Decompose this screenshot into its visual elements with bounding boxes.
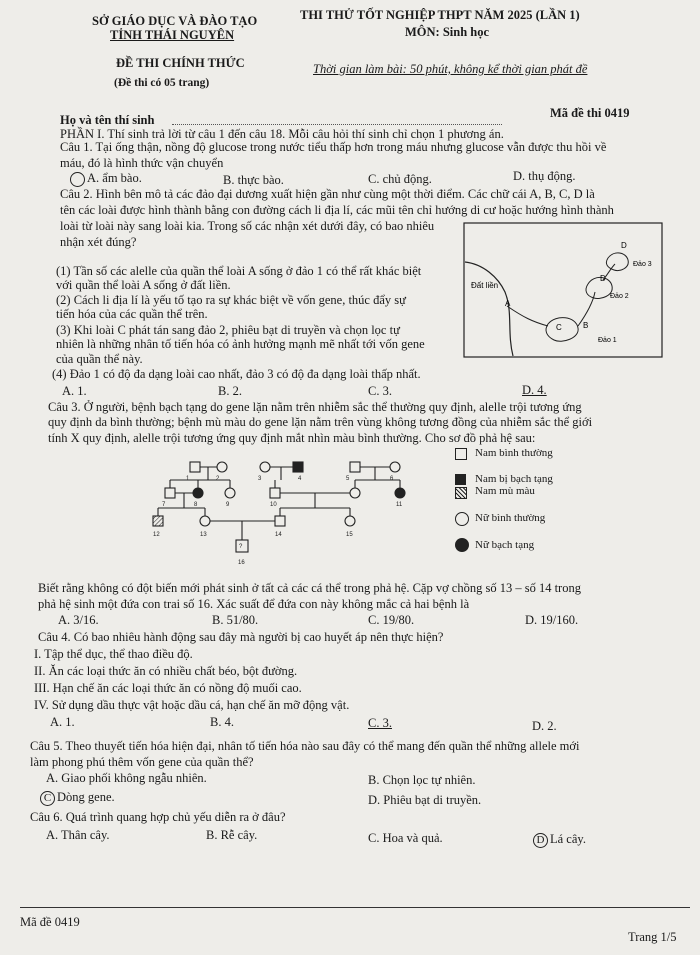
exam-code: Mã đề thi 0419: [550, 106, 630, 120]
svg-text:5: 5: [346, 476, 350, 482]
pedigree-ind-15: [345, 516, 355, 526]
map-species-a: A: [505, 299, 511, 308]
pedigree-ind-7: [165, 488, 175, 498]
q5-line1: Câu 5. Theo thuyết tiến hóa hiện đại, nhân tố tiến hóa nào sau đây có thể mang đến quần thể những allele mới: [30, 739, 580, 753]
pedigree-ind-14: [275, 516, 285, 526]
pedigree-ind-5: [350, 462, 360, 472]
svg-text:4: 4: [298, 476, 302, 482]
map-label-island1: Đảo 1: [598, 337, 617, 344]
legend-albino-female: Nữ bạch tạng: [475, 539, 535, 551]
q1-option-b: B. thực bào.: [223, 173, 284, 187]
legend-symbol-normal-male: [455, 448, 467, 460]
svg-text:13: 13: [200, 532, 207, 538]
q5-option-b: B. Chọn lọc tự nhiên.: [368, 773, 476, 787]
pedigree-ind-8: [193, 488, 203, 498]
q6-option-d: D Lá cây.: [533, 832, 586, 848]
q2-line2: tên các loài được hình thành bằng con đường cách li địa lí, các mũi tên chỉ hướng di cư hoặc hướng hình thành: [60, 203, 614, 217]
q2-statement-3c: của quần thể này.: [56, 352, 143, 366]
q4-item-iv: IV. Sử dụng dầu thực vật hoặc dầu cá, hạn chế ăn mỡ động vật.: [34, 698, 350, 712]
legend-colorblind-male: Nam mù màu: [475, 485, 535, 497]
q5-line2: làm phong phú thêm vốn gene của quần thể?: [30, 755, 254, 769]
q1-option-c: C. chủ động.: [368, 172, 432, 186]
q4-item-iii: III. Hạn chế ăn các loại thức ăn có nồng độ muối cao.: [34, 681, 302, 695]
mainland-coast: [465, 262, 513, 356]
svg-text:8: 8: [194, 502, 198, 508]
pedigree-ind-10b: [350, 488, 360, 498]
subject: MÔN: Sinh học: [405, 25, 490, 39]
pages-count: (Đề thi có 05 trang): [114, 77, 210, 89]
legend-symbol-normal-female: [455, 512, 469, 526]
q5-option-c: C Dòng gene.: [40, 790, 115, 806]
exam-title: THI THỬ TỐT NGHIỆP THPT NĂM 2025 (LẦN 1): [300, 8, 580, 22]
island1-shape: [546, 318, 578, 342]
svg-text:9: 9: [226, 502, 230, 508]
q6-option-b: B. Rễ cây.: [206, 828, 258, 842]
q4-item-ii: II. Ăn các loại thức ăn có nhiều chất béo, bột đường.: [34, 664, 298, 678]
map-species-d3: D: [621, 241, 627, 250]
official-label: ĐỀ THI CHÍNH THỨC: [116, 56, 245, 70]
q1-option-d: D. thụ động.: [513, 169, 576, 183]
q5-option-d: D. Phiêu bạt di truyền.: [368, 793, 482, 807]
q3-line3: tính X quy định, alelle trội tương ứng quy định mắt nhìn màu bình thường. Cho sơ đồ phả hệ sau:: [48, 431, 536, 445]
map-species-b: B: [583, 321, 589, 330]
student-name-field: [172, 112, 502, 125]
q4-title: Câu 4. Có bao nhiêu hành động sau đây mà người bị cao huyết áp nên thực hiện?: [38, 630, 444, 644]
q3-option-d: D. 19/160.: [525, 613, 579, 627]
pedigree-ind-11: [395, 488, 405, 498]
svg-text:10: 10: [270, 502, 277, 508]
arrow-mainland-island1: [507, 306, 548, 326]
q2-option-c: C. 3.: [368, 384, 392, 398]
province-name: TỈNH THÁI NGUYÊN: [110, 28, 235, 42]
q1-line1: Câu 1. Tại ống thận, nồng độ glucose trong nước tiểu thấp hơn trong máu nhưng glucose vẫn được thu hồi về: [60, 140, 607, 154]
q2-line4: nhận xét đúng?: [60, 235, 137, 249]
q3-after-line2: phả hệ sinh một đứa con trai số 16. Xác suất để đứa con này không mắc cả hai bệnh là: [38, 597, 470, 611]
q4-option-d: D. 2.: [532, 719, 557, 733]
svg-text:6: 6: [390, 476, 394, 482]
q2-statement-1a: (1) Tần số các alelle của quần thể loài A sống ở đảo 1 có thể rất khác biệt: [56, 264, 422, 278]
svg-text:16: 16: [238, 560, 245, 566]
q6-title: Câu 6. Quá trình quang hợp chủ yếu diễn ra ở đâu?: [30, 810, 286, 824]
pedigree-ind-13: [200, 516, 210, 526]
q4-option-b: B. 4.: [210, 715, 234, 729]
q6-option-c: C. Hoa và quả.: [368, 831, 443, 845]
part1-instruction: PHẦN I. Thí sinh trả lời từ câu 1 đến câu 18. Mỗi câu hỏi thí sinh chỉ chọn 1 phương án.: [60, 127, 504, 141]
legend-normal-male: Nam bình thường: [475, 447, 553, 459]
q4-option-a: A. 1.: [50, 715, 75, 729]
svg-text:?: ?: [239, 544, 243, 550]
q2-statement-4: (4) Đảo 1 có độ đa dạng loài cao nhất, đảo 3 có độ đa dạng loài thấp nhất.: [52, 367, 421, 381]
legend-symbol-albino-female: [455, 538, 469, 552]
q1-option-a: A. ẩm bào.: [76, 171, 142, 187]
pedigree-chart: [150, 458, 450, 570]
legend-normal-female: Nữ bình thường: [475, 512, 546, 524]
q2-line1: Câu 2. Hình bên mô tả các đảo đại dương xuất hiện gần như cùng một thời điểm. Các chữ cái A, B, C, D là: [60, 187, 595, 201]
footer-divider: [20, 907, 690, 908]
svg-text:12: 12: [153, 532, 160, 538]
q2-statement-3a: (3) Khi loài C phát tán sang đảo 2, phiêu bạt di truyền và chọn lọc tự: [56, 323, 400, 337]
map-species-d: D: [600, 274, 606, 283]
legend-symbol-colorblind-male: [455, 487, 467, 499]
pedigree-ind-2: [217, 462, 227, 472]
q2-option-b: B. 2.: [218, 384, 242, 398]
q2-statement-2a: (2) Cách li địa lí là yếu tố tạo ra sự khác biệt về vốn gene, thúc đẩy sự: [56, 293, 406, 307]
q3-option-b: B. 51/80.: [212, 613, 259, 627]
footer-page: Trang 1/5: [628, 930, 677, 944]
student-name-label: Họ và tên thí sinh: [60, 113, 155, 127]
q2-statement-1b: với quần thể loài A sống ở đất liền.: [56, 278, 231, 292]
island3-shape: [606, 253, 628, 271]
exam-time: Thời gian làm bài: 50 phút, không kể thời gian phát đề: [313, 62, 588, 76]
map-label-island2: Đảo 2: [610, 293, 629, 300]
q3-option-a: A. 3/16.: [58, 613, 99, 627]
pedigree-ind-1: [190, 462, 200, 472]
q5-option-a: A. Giao phối không ngẫu nhiên.: [46, 771, 207, 785]
svg-text:1: 1: [186, 476, 190, 482]
q3-after-line1: Biết rằng không có đột biến mới phát sinh ở tất cả các cá thể trong phả hệ. Cặp vợ chồng số 13 – số 14 trong: [38, 581, 581, 595]
legend-albino-male: Nam bị bạch tạng: [475, 473, 553, 485]
svg-text:2: 2: [216, 476, 220, 482]
pedigree-ind-10: [270, 488, 280, 498]
q2-statement-3b: nhiên là những nhân tố tiến hóa có ảnh hưởng mạnh mẽ nhất tới vốn gene: [56, 337, 425, 351]
q1-line2: máu, đó là hình thức vận chuyển: [60, 156, 224, 170]
q3-option-c: C. 19/80.: [368, 613, 415, 627]
map-frame: [464, 223, 662, 357]
q2-statement-2b: tiến hóa của các quần thể trên.: [56, 307, 208, 321]
pedigree-ind-12: [153, 516, 163, 526]
q2-line3: loài từ loài này sang loài kia. Trong số các nhận xét dưới đây, có bao nhiêu: [60, 219, 435, 233]
svg-text:3: 3: [258, 476, 262, 482]
map-label-island3: Đảo 3: [633, 261, 652, 268]
pedigree-ind-9: [225, 488, 235, 498]
q3-line2: quy định da bình thường; bệnh mù màu do gene lặn nằm trên vùng không tương đồng của nhiễm sắc thể giới: [48, 415, 593, 429]
q2-option-d: D. 4.: [522, 383, 547, 397]
q4-item-i: I. Tập thể dục, thể thao điều độ.: [34, 647, 193, 661]
pedigree-ind-3: [260, 462, 270, 472]
q4-option-c: C. 3.: [368, 716, 392, 730]
pedigree-ind-6: [390, 462, 400, 472]
q2-option-a: A. 1.: [62, 384, 87, 398]
svg-text:7: 7: [162, 502, 166, 508]
map-label-mainland: Đất liền: [471, 281, 499, 290]
legend-symbol-albino-male: [455, 474, 466, 485]
q6-option-a: A. Thân cây.: [46, 828, 110, 842]
footer-code: Mã đề 0419: [20, 915, 80, 929]
svg-text:15: 15: [346, 532, 353, 538]
island-map: [463, 222, 663, 358]
dept-name: SỞ GIÁO DỤC VÀ ĐÀO TẠO: [92, 14, 258, 28]
svg-text:11: 11: [396, 502, 403, 508]
svg-text:14: 14: [275, 532, 282, 538]
pedigree-ind-4: [293, 462, 303, 472]
q3-line1: Câu 3. Ở người, bệnh bạch tạng do gene lặn nằm trên nhiễm sắc thể thường quy định, alelle trội tương ứng: [48, 400, 582, 414]
map-species-c: C: [556, 323, 562, 332]
